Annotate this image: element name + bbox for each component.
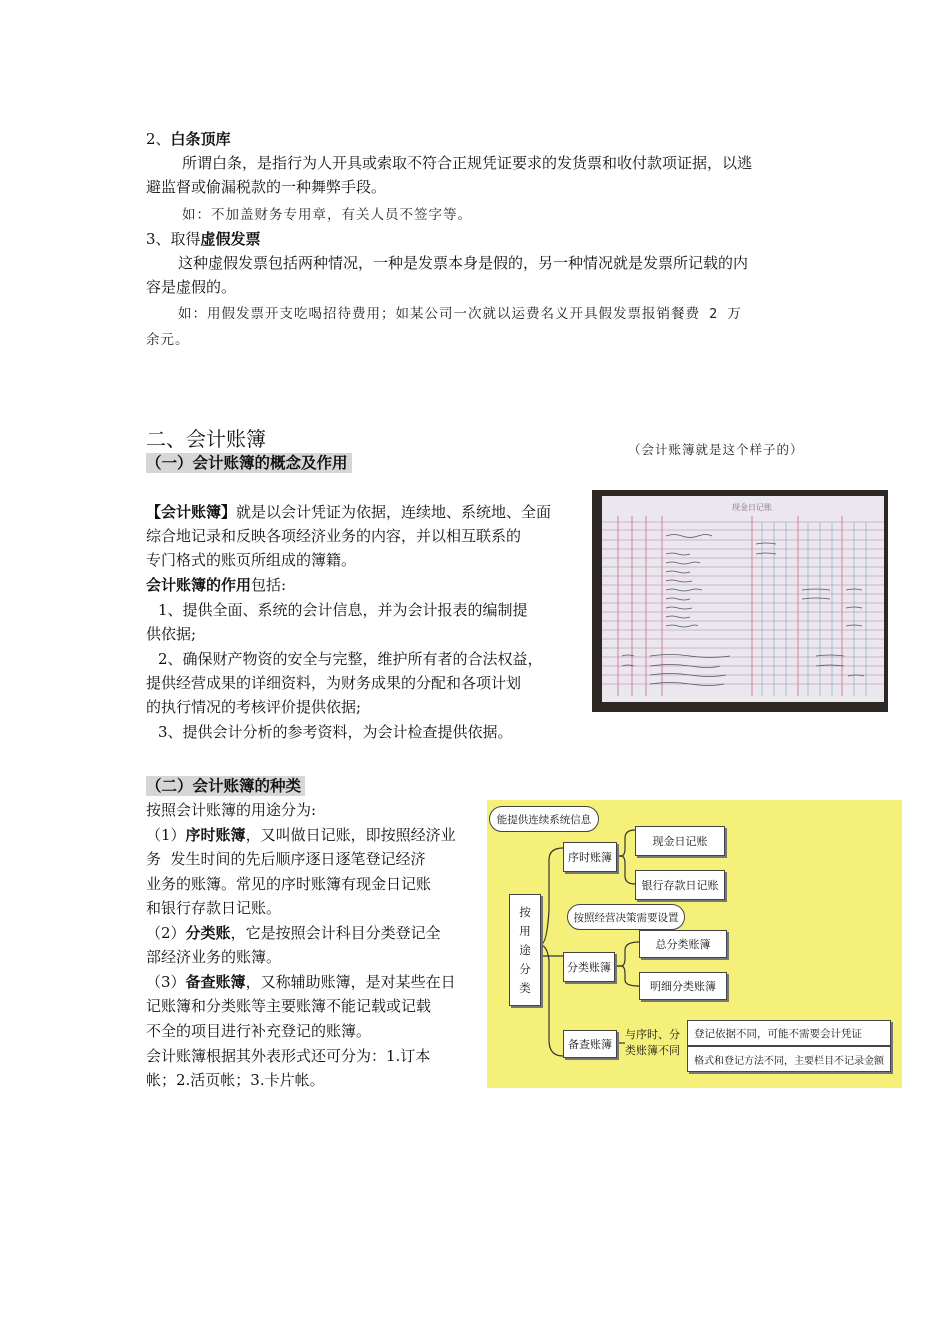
type-1-text: ，又叫做日记账，即按照经济业 <box>245 826 456 844</box>
root-char-2: 用 <box>519 923 531 938</box>
memo-diff-format: 格式和登记方法不同，主要栏目不记录金额 <box>687 1046 891 1072</box>
root-by-purpose <box>509 894 541 1006</box>
item-2-example: 如：不加盖财务专用章，有关人员不签字等。 <box>182 207 472 223</box>
type-3-number: （3） <box>146 973 186 991</box>
item-3-heading <box>146 227 261 251</box>
role-rest: 包括: <box>251 576 287 594</box>
type-1-line3: 业务的账簿。常见的序时账簿有现金日记账 <box>146 875 432 893</box>
definition-line3: 专门格式的账页所组成的簿籍。 <box>146 551 357 569</box>
type-1-line4: 和银行存款日记账。 <box>146 899 282 917</box>
item-3-example-line1: 如：用假发票开支吃喝招待费用；如某公司一次就以运费名义开具假发票报销餐费 2 万 <box>178 306 742 322</box>
classification-diagram <box>487 800 902 1088</box>
type-1-number: （1） <box>146 826 186 844</box>
part2-heading <box>146 774 305 796</box>
item-3-para-line1: 这种虚假发票包括两种情况，一种是发票本身是假的，另一种情况就是发票所记载的内 <box>178 254 749 272</box>
root-char-3: 途 <box>519 942 531 957</box>
node-memo-books: 备查账簿 <box>563 1030 617 1058</box>
type-3-text: ，又称辅助账簿，是对某些在日 <box>245 973 456 991</box>
item-3-example-line2: 余元。 <box>146 332 190 348</box>
type-2-term: 分类账 <box>185 924 231 942</box>
node-subsidiary-ledger: 明细分类账簿 <box>639 972 727 1000</box>
part1-heading <box>146 451 352 473</box>
type-2-line1 <box>146 921 441 945</box>
definition-text: 就是以会计凭证为依据，连续地、系统地、全面 <box>236 503 552 521</box>
definition-line2: 综合地记录和反映各项经济业务的内容，并以相互联系的 <box>146 527 522 545</box>
node-general-ledger: 总分类账簿 <box>639 930 727 958</box>
type-3-term: 备查账簿 <box>185 973 246 991</box>
node-bank-journal: 银行存款日记账 <box>635 870 725 900</box>
type-2-line2: 部经济业务的账簿。 <box>146 948 282 966</box>
chapter-title: 二、会计账簿 <box>146 427 266 451</box>
memo-note-line2: 类账簿不同 <box>625 1044 680 1057</box>
part2-heading-text: （二）会计账簿的种类 <box>146 776 305 796</box>
item-3-number: 3、取得 <box>146 230 201 248</box>
cloud-decision-setup: 按照经营决策需要设置 <box>567 904 685 930</box>
ledger-caption: （会计账簿就是这个样子的） <box>628 442 804 457</box>
role-2-line3: 的执行情况的考核评价提供依据; <box>146 698 362 716</box>
role-1-line1: 1、提供全面、系统的会计信息，并为会计报表的编制提 <box>158 601 528 619</box>
node-sequential-books: 序时账簿 <box>563 842 617 872</box>
item-3-title: 虚假发票 <box>200 230 261 248</box>
root-char-5: 类 <box>519 980 531 995</box>
type-1-line2: 务 发生时间的先后顺序逐日逐笔登记经济 <box>146 850 426 868</box>
type-3-line1 <box>146 970 456 994</box>
role-2-line2: 提供经营成果的详细资料，为财务成果的分配和各项计划 <box>146 674 522 692</box>
item-2-para-line2: 避监督或偷漏税款的一种舞弊手段。 <box>146 178 387 196</box>
ledger-grid <box>602 496 884 702</box>
role-heading <box>146 573 286 597</box>
ledger-photo <box>592 490 888 712</box>
part1-heading-text: （一）会计账簿的概念及作用 <box>146 453 352 473</box>
role-3: 3、提供会计分析的参考资料，为会计检查提供依据。 <box>158 723 513 741</box>
type-1-line1 <box>146 823 456 847</box>
type-2-number: （2） <box>146 924 186 942</box>
type-3-line2: 记账簿和分类账等主要账簿不能记载或记载 <box>146 997 432 1015</box>
item-2-number: 2、 <box>146 130 171 148</box>
ledger-title: 现金日记账 <box>732 503 772 512</box>
memo-diff-basis: 登记依据不同，可能不需要会计凭证 <box>687 1020 891 1046</box>
form-line1: 会计账簿根据其外表形式还可分为：1.订本 <box>146 1047 431 1065</box>
node-classified-books: 分类账簿 <box>563 952 615 982</box>
item-2-title: 白条顶库 <box>170 130 231 148</box>
role-1-line2: 供依据; <box>146 625 197 643</box>
root-char-1: 按 <box>519 904 531 919</box>
item-3-para-line2: 容是虚假的。 <box>146 278 237 296</box>
type-3-line3: 不全的项目进行补充登记的账簿。 <box>146 1022 372 1040</box>
form-line2: 帐；2.活页帐；3.卡片帐。 <box>146 1071 325 1089</box>
part2-intro: 按照会计账簿的用途分为: <box>146 801 317 819</box>
ledger-page <box>602 496 884 702</box>
role-2-line1: 2、确保财产物资的安全与完整，维护所有者的合法权益， <box>158 650 543 668</box>
cloud-continuous-info: 能提供连续系统信息 <box>489 806 599 832</box>
item-2-heading <box>146 127 231 151</box>
definition-term: 【会计账簿】 <box>146 503 237 521</box>
type-1-term: 序时账簿 <box>185 826 246 844</box>
node-cash-journal: 现金日记账 <box>635 826 725 856</box>
definition-line1 <box>146 500 551 524</box>
role-term: 会计账簿的作用 <box>146 576 252 594</box>
root-char-4: 分 <box>519 961 531 976</box>
memo-note-line1: 与序时、分 <box>625 1028 680 1041</box>
type-2-text: ，它是按照会计科目分类登记全 <box>230 924 441 942</box>
item-2-para-line1: 所谓白条，是指行为人开具或索取不符合正规凭证要求的发货票和收付款项证据，以逃 <box>182 154 753 172</box>
